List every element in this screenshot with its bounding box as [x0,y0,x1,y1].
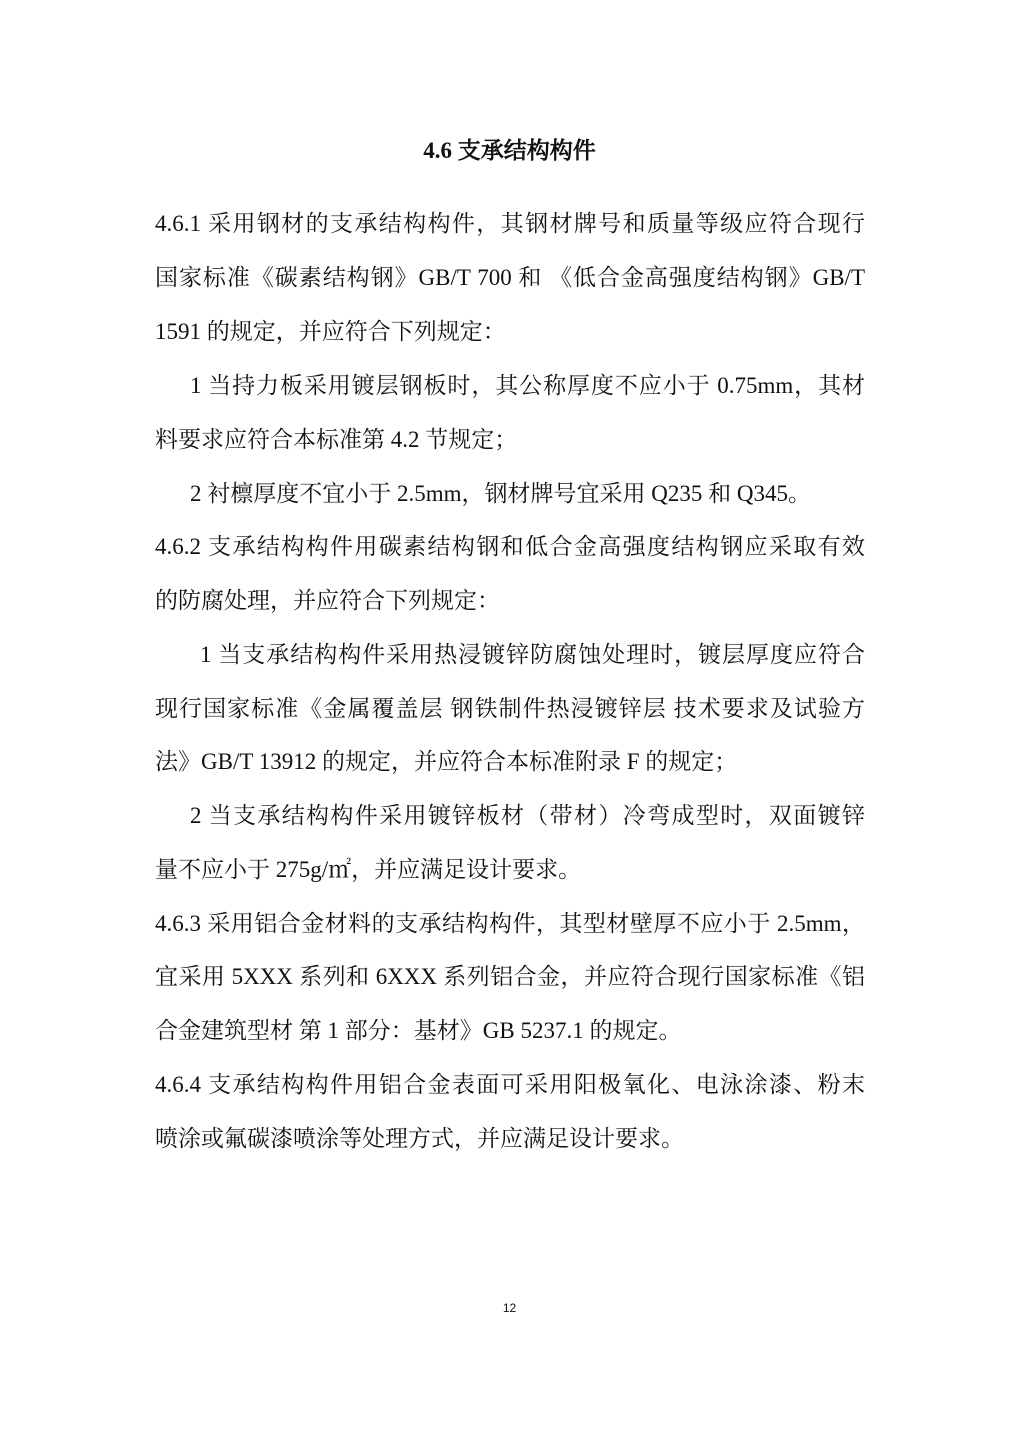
clause-4-6-2-line-1: 4.6.2 支承结构构件用碳素结构钢和低合金高强度结构钢应采取有效 [155,534,865,559]
clause-4-6-1-line-2: 国家标准《碳素结构钢》GB/T 700 和 《低合金高强度结构钢》GB/T [155,265,865,290]
clause-4-6-1-line-3: 1591 的规定，并应符合下列规定： [155,319,506,344]
clause-4-6-2-item-2-line-2: 量不应小于 275g/㎡，并应满足设计要求。 [155,857,582,882]
clause-4-6-1-item-2: 2 衬檩厚度不宜小于 2.5mm，钢材牌号宜采用 Q235 和 Q345。 [190,481,811,506]
clause-4-6-4-line-2: 喷涂或氟碳漆喷涂等处理方式，并应满足设计要求。 [155,1126,684,1151]
clause-4-6-2-item-1-line-2: 现行国家标准《金属覆盖层 钢铁制件热浸镀锌层 技术要求及试验方 [155,696,865,721]
clause-4-6-2-item-1-line-3: 法》GB/T 13912 的规定，并应符合本标准附录 F 的规定； [155,749,738,774]
clause-4-6-2-item-1-line-1: 1 当支承结构构件采用热浸镀锌防腐蚀处理时，镀层厚度应符合 [200,642,865,667]
page-number: 12 [502,1301,517,1315]
clause-4-6-3-line-3: 合金建筑型材 第 1 部分：基材》GB 5237.1 的规定。 [155,1018,682,1043]
clause-4-6-1-item-1-line-1: 1 当持力板采用镀层钢板时，其公称厚度不应小于 0.75mm，其材 [190,373,865,398]
clause-4-6-3-line-1: 4.6.3 采用铝合金材料的支承结构构件，其型材壁厚不应小于 2.5mm， [155,911,865,936]
clause-4-6-2-item-2-line-1: 2 当支承结构构件采用镀锌板材（带材）冷弯成型时，双面镀锌 [190,803,865,828]
clause-4-6-3-line-2: 宜采用 5XXX 系列和 6XXX 系列铝合金，并应符合现行国家标准《铝 [155,964,865,989]
clause-4-6-1-line-1: 4.6.1 采用钢材的支承结构构件，其钢材牌号和质量等级应符合现行 [155,211,865,236]
clause-4-6-2-line-2: 的防腐处理，并应符合下列规定： [155,588,500,613]
section-title: 4.6 支承结构构件 [423,138,596,163]
clause-4-6-1-item-1-line-2: 料要求应符合本标准第 4.2 节规定； [155,427,518,452]
clause-4-6-4-line-1: 4.6.4 支承结构构件用铝合金表面可采用阳极氧化、电泳涂漆、粉末 [155,1072,865,1097]
